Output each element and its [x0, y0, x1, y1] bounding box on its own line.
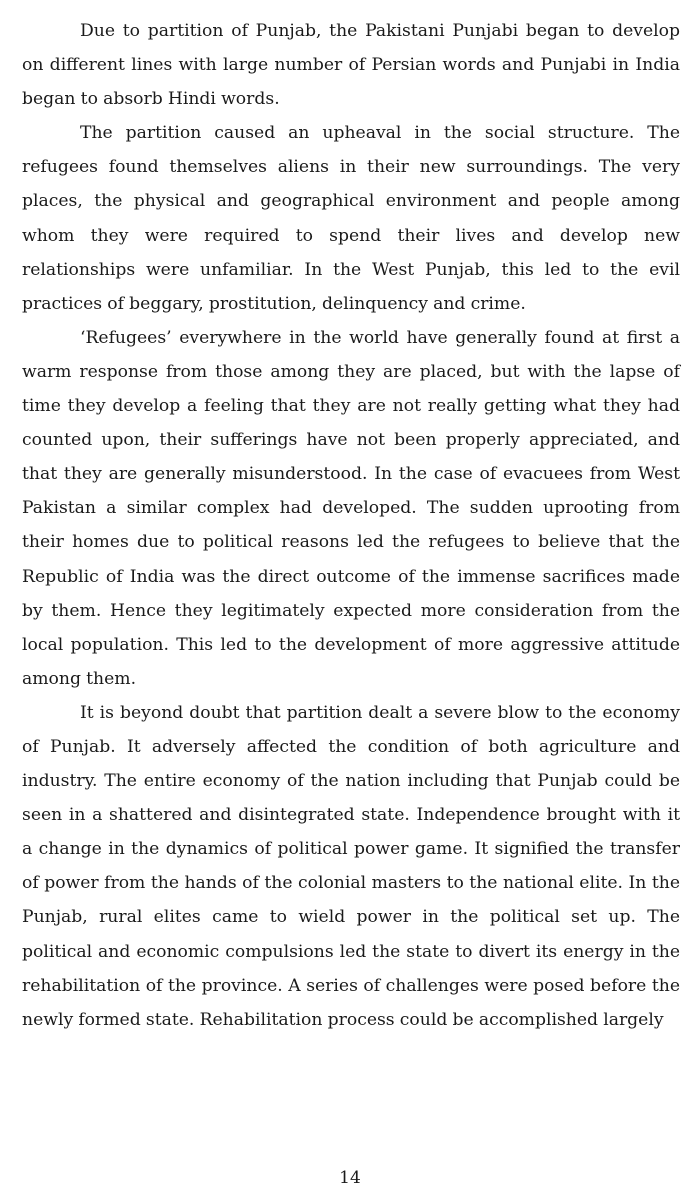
paragraph-partition-language: Due to partition of Punjab, the Pakistani Punjabi began to develop on different lines with large number of Persian words and Punjabi in India began to absorb Hindi words. — [22, 21, 680, 110]
paragraph-economy-impact: It is beyond doubt that partition dealt a severe blow to the economy of Punjab. It adversely affected the condition of both agriculture and industry. The entire economy of the nation including that Punjab could be seen in a shattered and disintegrated state. Independence brought with it a change in the dynamics of political power game. It signified the transfer of power from the hands of the colonial masters to the national elite. In the Punjab, rural elites came to wield power in the political set up. The political and economic compulsions led the state to divert its energy in the rehabilitation of the province. A series of challenges were posed before the newly formed state. Rehabilitation process could be accomplished largely — [22, 702, 680, 1030]
paragraph-refugees-response: ‘Refugees’ everywhere in the world have generally found at first a warm response from those among they are placed, but with the lapse of time they develop a feeling that they are not really getting what they had counted upon, their sufferings have not been properly appreciated, and that they are generally misunderstood. In the case of evacuees from West Pakistan a similar complex had developed. The sudden uprooting from their homes due to political reasons led the refugees to believe that the Republic of India was the direct outcome of the immense sacrifices made by them. Hence they legitimately expected more consideration from the local population. This led to the development of more aggressive attitude among them. — [22, 327, 680, 689]
body-text — [22, 14, 680, 1037]
paragraph-social-upheaval: The partition caused an upheaval in the social structure. The refugees found themselves aliens in their new surroundings. The very places, the physical and geographical environment and people among whom they were required to spend their lives and develop new relationships were unfamiliar. In the West Punjab, this led to the evil practices of beggary, prostitution, delinquency and crime. — [22, 123, 680, 314]
page-number: 14 — [339, 1168, 361, 1188]
